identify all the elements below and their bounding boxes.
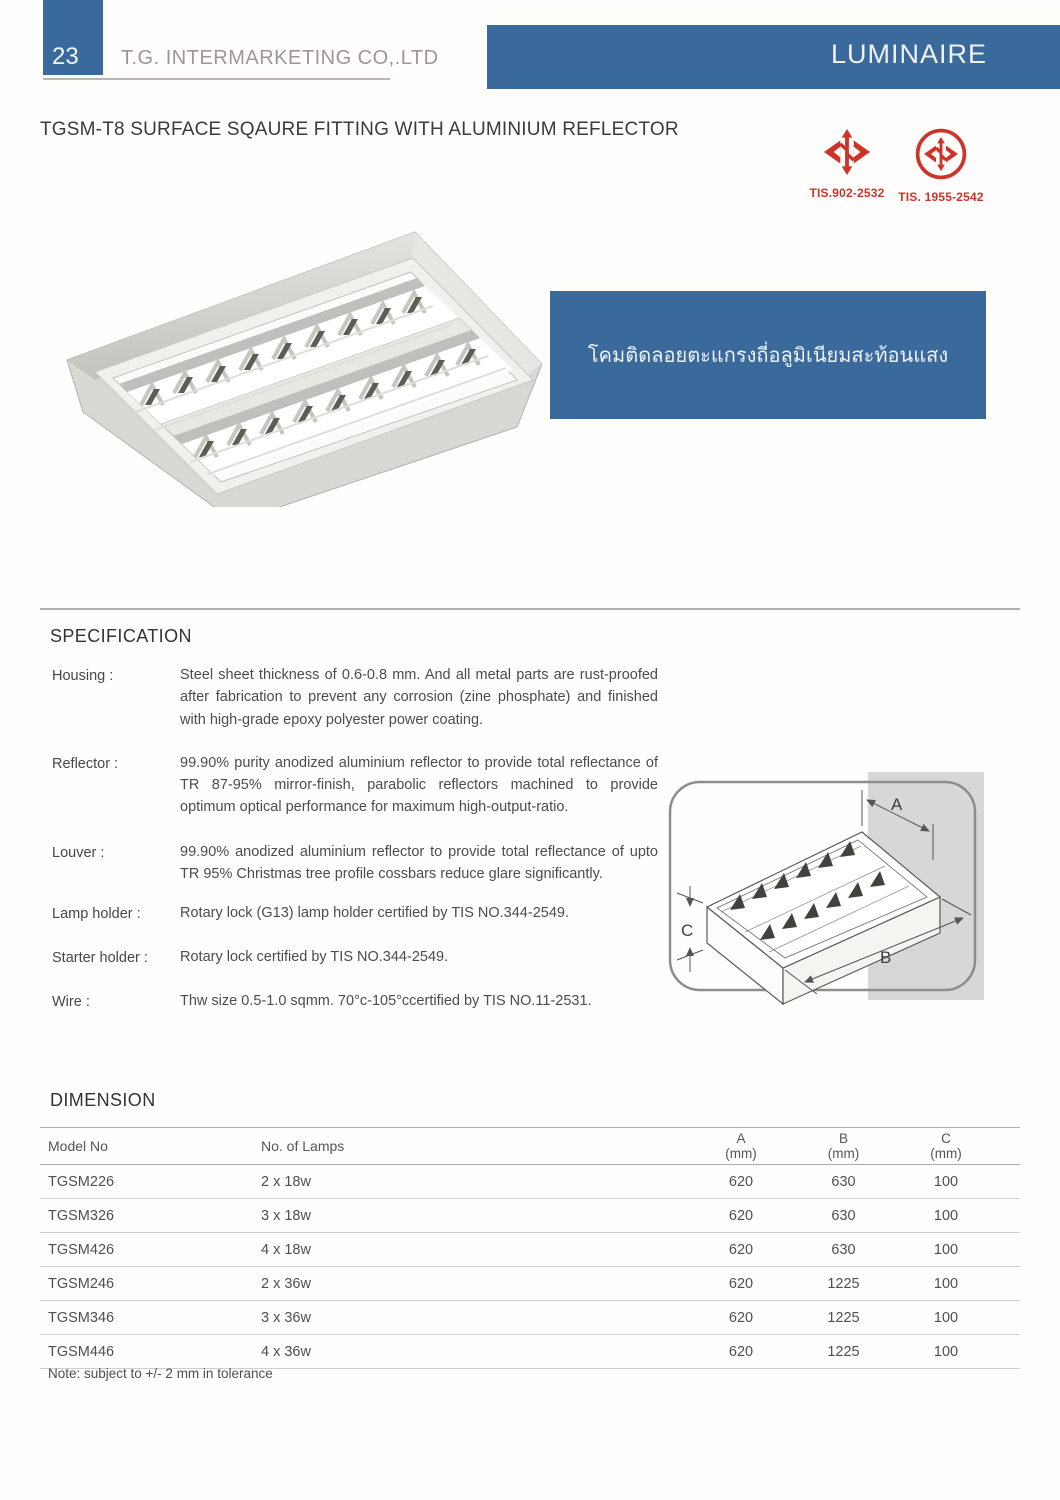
cell-lamps: 4 x 18w: [261, 1241, 311, 1258]
cell-a: 620: [728, 1207, 754, 1224]
table-row: [40, 1233, 1020, 1267]
col-header-c: [896, 1131, 996, 1161]
spec-label: Louver :: [52, 844, 105, 861]
cell-b: 630: [831, 1241, 856, 1258]
product-photo-luminaire: [45, 222, 545, 507]
dimension-diagram: [655, 760, 995, 1010]
col-unit: (mm): [827, 1146, 860, 1161]
cell-model: TGSM446: [48, 1343, 115, 1360]
spec-text: Rotary lock (G13) lamp holder certified by TIS NO.344-2549.: [180, 905, 569, 922]
diagram-label-a: A: [891, 795, 903, 814]
col-header-lamps: No. of Lamps: [261, 1138, 345, 1154]
cell-c: 100: [933, 1173, 959, 1190]
col-letter: C: [941, 1131, 951, 1146]
col-unit: (mm): [930, 1146, 962, 1161]
spec-label: Starter holder :: [52, 950, 148, 967]
specification-list: [52, 664, 664, 1013]
table-row: [40, 1267, 1020, 1301]
table-row: [40, 1335, 1020, 1369]
table-header-row: [40, 1128, 1020, 1165]
spec-label: Lamp holder :: [52, 906, 141, 923]
col-unit: (mm): [725, 1146, 757, 1161]
cell-c: 100: [933, 1309, 959, 1326]
spec-text: Rotary lock certified by TIS NO.344-2549.: [180, 949, 449, 966]
dimension-table: [40, 1127, 1020, 1369]
product-description-thai: โคมติดลอยตะแกรงถี่อลูมิเนียมสะท้อนแสง: [587, 345, 949, 367]
spec-text: Thw size 0.5-1.0 sqmm. 70°c-105°ccertified by TIS NO.11-2531.: [180, 993, 592, 1010]
product-description-banner: [550, 291, 986, 419]
table-row: [40, 1301, 1020, 1335]
cell-a: 620: [728, 1275, 754, 1292]
cell-model: TGSM426: [48, 1241, 115, 1258]
cell-lamps: 2 x 18w: [261, 1173, 311, 1190]
cell-c: 100: [933, 1241, 959, 1258]
tolerance-note: Note: subject to +/- 2 mm in tolerance: [48, 1366, 273, 1381]
col-letter: B: [838, 1131, 848, 1146]
col-header-a: [691, 1131, 791, 1161]
dimension-heading: DIMENSION: [50, 1090, 156, 1110]
tis-label: TIS.902-2532: [809, 186, 885, 200]
spec-item-wire: [52, 990, 664, 1013]
cell-lamps: 3 x 18w: [261, 1207, 311, 1224]
cell-model: TGSM246: [48, 1275, 115, 1292]
tis-mark-icon: [823, 128, 871, 176]
spec-label: Housing :: [52, 668, 114, 684]
cell-b: 1225: [827, 1275, 860, 1292]
cell-b: 1225: [827, 1309, 860, 1326]
spec-item-housing: [52, 664, 664, 731]
company-name: T.G. INTERMARKETING CO,.LTD: [121, 47, 439, 69]
tis-mark-circle-icon: [915, 128, 967, 180]
category-banner: [487, 25, 1060, 89]
cell-lamps: 4 x 36w: [261, 1343, 311, 1360]
header-divider: [43, 78, 390, 80]
cell-c: 100: [933, 1275, 959, 1292]
certification-tis-902: [804, 128, 890, 200]
col-letter: A: [736, 1131, 746, 1146]
product-title: TGSM-T8 SURFACE SQAURE FITTING WITH ALUMINIUM REFLECTOR: [40, 119, 679, 140]
cell-lamps: 3 x 36w: [261, 1309, 311, 1326]
spec-item-starter-holder: [52, 946, 664, 969]
spec-label: Reflector :: [52, 755, 119, 772]
certification-tis-1955: [893, 128, 989, 204]
cell-b: 630: [831, 1173, 856, 1190]
spec-item-lamp-holder: [52, 902, 664, 925]
spec-item-louver: [52, 841, 664, 886]
spec-item-reflector: [52, 752, 664, 819]
diagram-label-b: B: [880, 948, 892, 967]
cell-model: TGSM326: [48, 1207, 115, 1224]
table-row: [40, 1199, 1020, 1233]
section-divider: [40, 608, 1020, 610]
specification-heading: SPECIFICATION: [50, 626, 192, 646]
cell-c: 100: [933, 1343, 959, 1360]
col-header-b: [791, 1131, 896, 1161]
tis-label: TIS. 1955-2542: [898, 190, 984, 204]
diagram-label-c: C: [681, 921, 694, 940]
cell-b: 1225: [827, 1343, 860, 1360]
spec-label: Wire :: [52, 994, 90, 1011]
page-number-box: [43, 0, 103, 75]
spec-text: Steel sheet thickness of 0.6-0.8 mm. And all metal parts are rust-proofed after fabrication to prevent any corrosion (zine phosphate) and finished with high-grade epoxy polyester power coating.: [180, 667, 658, 728]
cell-a: 620: [728, 1309, 754, 1326]
spec-text: 99.90% anodized aluminium reflector to provide total reflectance of upto TR 95% Christmas tree profile cossbars reduce glare significantly.: [180, 843, 658, 883]
category-banner-label: LUMINAIRE: [830, 39, 987, 69]
cell-a: 620: [728, 1343, 754, 1360]
cell-b: 630: [831, 1207, 856, 1224]
cell-model: TGSM346: [48, 1309, 115, 1326]
spec-text: 99.90% purity anodized aluminium reflector to provide total reflectance of TR 87-95% mirror-finish, parabolic reflectors machined to provide optimum optical performance for maximum high-output-ratio.: [180, 754, 658, 816]
table-row: [40, 1165, 1020, 1199]
cell-c: 100: [933, 1207, 959, 1224]
cell-lamps: 2 x 36w: [261, 1275, 311, 1292]
cell-a: 620: [728, 1241, 754, 1258]
col-header-model: Model No: [48, 1138, 108, 1154]
cell-a: 620: [728, 1173, 754, 1190]
cell-model: TGSM226: [48, 1173, 115, 1190]
page-number: 23: [52, 43, 79, 70]
